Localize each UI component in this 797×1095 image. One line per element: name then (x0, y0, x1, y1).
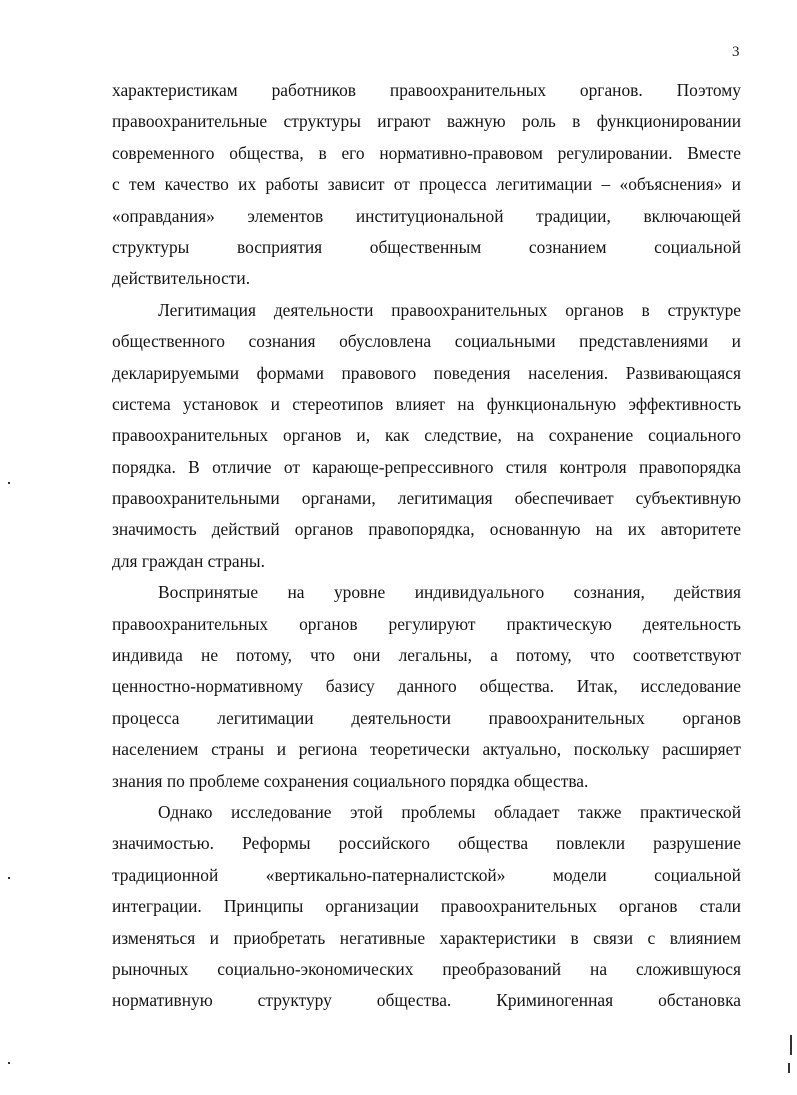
page-number: 3 (732, 44, 740, 60)
text-line: значимость действий органов правопорядка, основанную на их авторитете (112, 519, 741, 540)
text-line: нормативную структуру общества. Криминогенная обстановка (112, 990, 741, 1011)
body-text (112, 75, 741, 1017)
text-line: структуры восприятия общественным сознанием социальной (112, 236, 741, 257)
text-line: правоохранительных органов и, как следствие, на сохранение социального (112, 425, 741, 446)
text-line: Легитимация деятельности правоохранительных органов в структуре (158, 299, 741, 320)
text-line: рыночных социально-экономических преобразований на сложившуюся (112, 958, 741, 979)
text-line: процесса легитимации деятельности правоохранительных органов (112, 707, 741, 728)
text-line: значимостью. Реформы российского общества повлекли разрушение (112, 833, 741, 854)
text-line: индивида не потому, что они легальны, а потому, что соответствуют (112, 645, 741, 666)
text-line: правоохранительные структуры играют важную роль в функционировании (112, 111, 741, 132)
paragraph-p3 (112, 577, 741, 797)
text-line: интеграции. Принципы организации правоохранительных органов стали (112, 896, 741, 917)
paragraph-p4 (112, 797, 741, 1017)
text-line: общественного сознания обусловлена социальными представлениями и (112, 331, 741, 352)
text-line: населением страны и региона теоретически актуально, поскольку расширяет (112, 739, 741, 760)
scan-artifact-mark (790, 1035, 792, 1055)
paragraph-p2 (112, 295, 741, 578)
paragraph-p1 (112, 75, 741, 295)
text-line: характеристикам работников правоохранительных органов. Поэтому (112, 80, 741, 100)
text-line: традиционной «вертикально-патерналистской» модели социальной (112, 864, 741, 885)
text-line: действительности. (112, 268, 251, 289)
text-line: система установок и стереотипов влияет на функциональную эффективность (112, 393, 741, 414)
text-line: «оправдания» элементов институциональной традиции, включающей (112, 205, 741, 226)
scan-artifact-dot (8, 1062, 10, 1064)
text-line: с тем качество их работы зависит от процесса легитимации – «объяснения» и (112, 174, 741, 195)
text-line: правоохранительных органов регулируют практическую деятельность (112, 613, 741, 634)
text-line: ценностно-нормативному базису данного общества. Итак, исследование (112, 676, 741, 697)
text-line: для граждан страны. (112, 550, 265, 571)
scan-artifact-dot (8, 482, 10, 484)
text-line: Воспринятые на уровне индивидуального сознания, действия (158, 582, 741, 603)
text-line: декларируемыми формами правового поведения населения. Развивающаяся (112, 362, 741, 383)
text-line: порядка. В отличие от карающе-репрессивного стиля контроля правопорядка (112, 456, 741, 477)
text-line: правоохранительными органами, легитимация обеспечивает субъективную (112, 488, 741, 509)
text-line: изменяться и приобретать негативные характеристики в связи с влиянием (112, 927, 741, 948)
text-line: Однако исследование этой проблемы обладает также практической (158, 801, 741, 822)
text-line: знания по проблеме сохранения социального порядка общества. (112, 770, 589, 791)
scan-artifact-dot (8, 877, 10, 879)
scan-artifact-mark (788, 1063, 790, 1073)
text-line: современного общества, в его нормативно-правовом регулировании. Вместе (112, 142, 741, 163)
